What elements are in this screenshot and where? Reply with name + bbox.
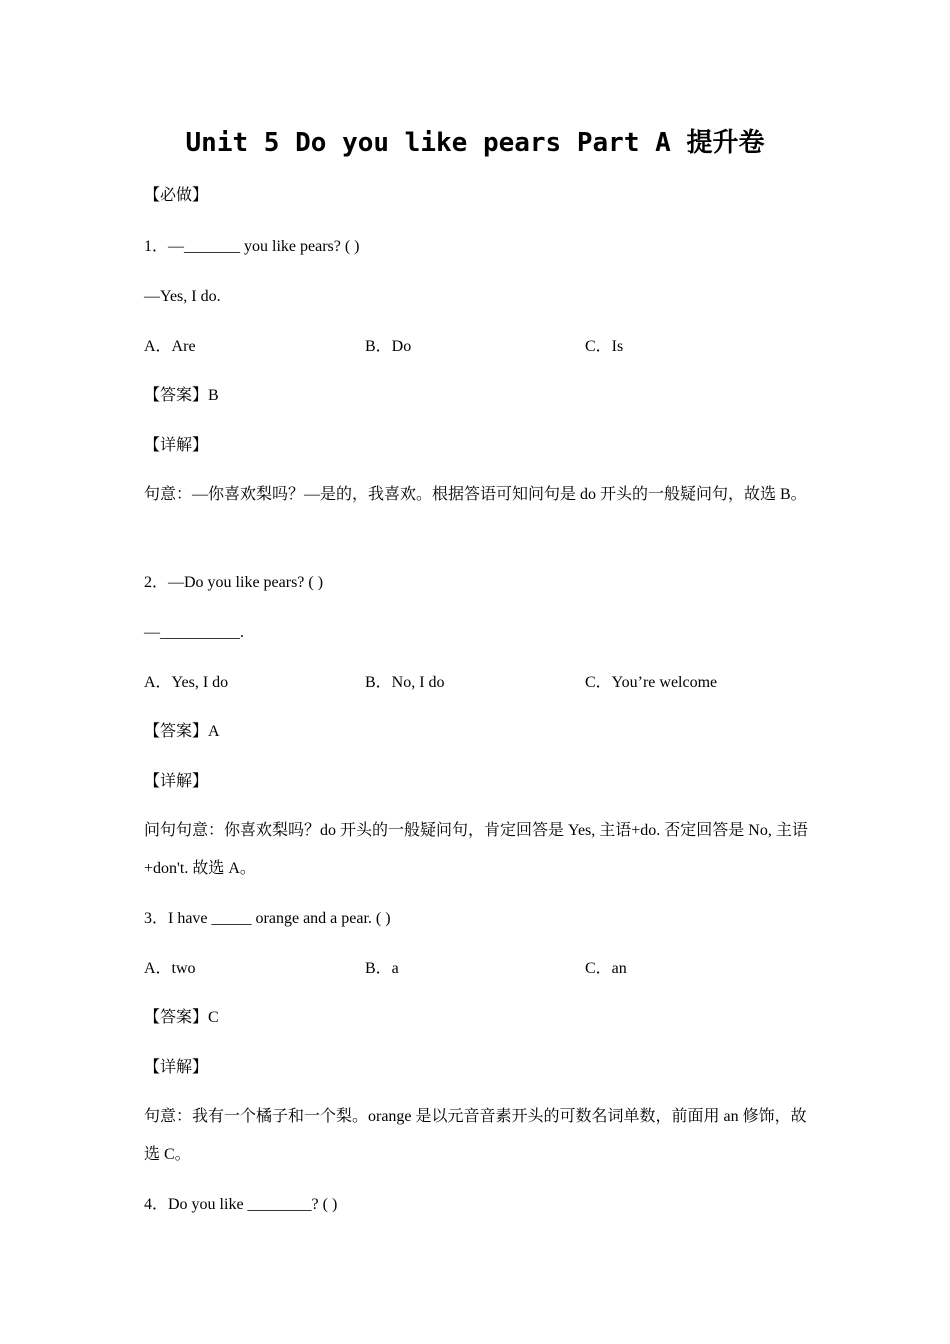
question-4-stem: 4．Do you like ________? ( ): [144, 1196, 338, 1213]
section-label: 【必做】: [144, 187, 209, 204]
question-1-detail-label: 【详解】: [144, 437, 209, 454]
question-2-stem: 2．—Do you like pears? ( ): [144, 574, 324, 591]
question-1-answer: 【答案】B: [144, 387, 219, 404]
question-2-response: —__________.: [144, 624, 244, 641]
question-1-option-c: C．Is: [585, 338, 624, 355]
question-2-answer: 【答案】A: [144, 723, 220, 740]
question-1-explanation: 句意：—你喜欢梨吗？—是的，我喜欢。根据答语可知问句是 do 开头的一般疑问句，故选 B。: [144, 486, 807, 503]
page-title: Unit 5 Do you like pears Part A 提升卷: [185, 128, 765, 158]
question-2-explanation: 问句句意：你喜欢梨吗？do 开头的一般疑问句，肯定回答是 Yes, 主语+do. 否定回答是 No, 主语+don't. 故选 A。: [144, 822, 808, 877]
question-3-stem: 3．I have _____ orange and a pear. ( ): [144, 910, 391, 927]
question-2-option-c: C．You’re welcome: [585, 674, 718, 691]
question-1-response: —Yes, I do.: [144, 288, 221, 305]
question-3-answer: 【答案】C: [144, 1009, 219, 1026]
question-1-option-b: B．Do: [365, 338, 412, 355]
question-3-option-c: C．an: [585, 960, 627, 977]
question-3-explanation: 句意：我有一个橘子和一个梨。orange 是以元音音素开头的可数名词单数，前面用 an 修饰，故选 C。: [144, 1108, 807, 1163]
question-1-option-a: A．Are: [144, 338, 196, 355]
question-1-stem: 1．—_______ you like pears? ( ): [144, 238, 360, 255]
question-3-option-b: B．a: [365, 960, 399, 977]
question-2-detail-label: 【详解】: [144, 773, 209, 790]
question-2-option-a: A．Yes, I do: [144, 674, 229, 691]
question-3-option-a: A．two: [144, 960, 196, 977]
question-2-option-b: B．No, I do: [365, 674, 445, 691]
question-3-detail-label: 【详解】: [144, 1059, 209, 1076]
